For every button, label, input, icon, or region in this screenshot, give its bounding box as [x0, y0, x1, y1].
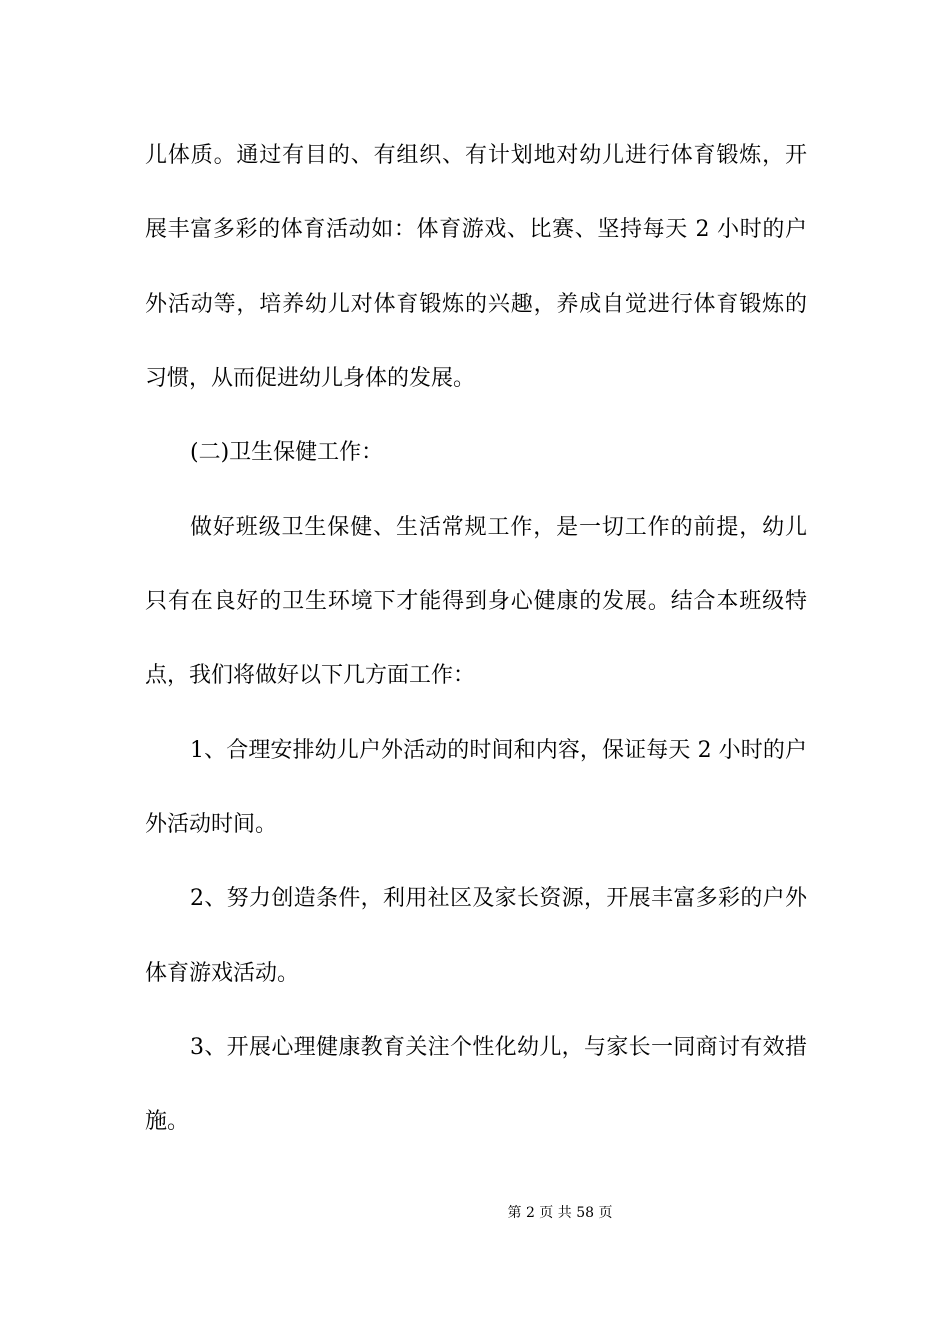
list-item-3-line: 3、开展心理健康教育关注个性化幼儿，与家长一同商讨有效措: [190, 1035, 807, 1060]
body-text-line: 只有在良好的卫生环境下才能得到身心健康的发展。结合本班级特: [145, 589, 807, 614]
body-text-line: 点，我们将做好以下几方面工作：: [145, 663, 476, 688]
body-text-line: 外活动等，培养幼儿对体育锻炼的兴趣，养成自觉进行体育锻炼的: [145, 292, 807, 317]
body-text-line: 做好班级卫生保健、生活常规工作，是一切工作的前提，幼儿: [190, 515, 807, 540]
list-item-1-line: 外活动时间。: [145, 812, 278, 837]
section-heading: (二)卫生保健工作：: [190, 440, 384, 465]
body-text-line: 习惯，从而促进幼儿身体的发展。: [145, 366, 476, 391]
list-item-2-line: 2、努力创造条件，利用社区及家长资源，开展丰富多彩的户外: [190, 886, 807, 911]
list-item-2-line: 体育游戏活动。: [145, 961, 300, 986]
page-number-footer: 第 2 页 共 58 页: [507, 1205, 613, 1221]
body-text-line: 展丰富多彩的体育活动如：体育游戏、比赛、坚持每天 2 小时的户: [145, 217, 807, 242]
list-item-3-line: 施。: [145, 1109, 190, 1134]
body-text-line: 儿体质。通过有目的、有组织、有计划地对幼儿进行体育锻炼，开: [145, 143, 807, 168]
list-item-1-line: 1、合理安排幼儿户外活动的时间和内容，保证每天 2 小时的户: [190, 738, 807, 763]
